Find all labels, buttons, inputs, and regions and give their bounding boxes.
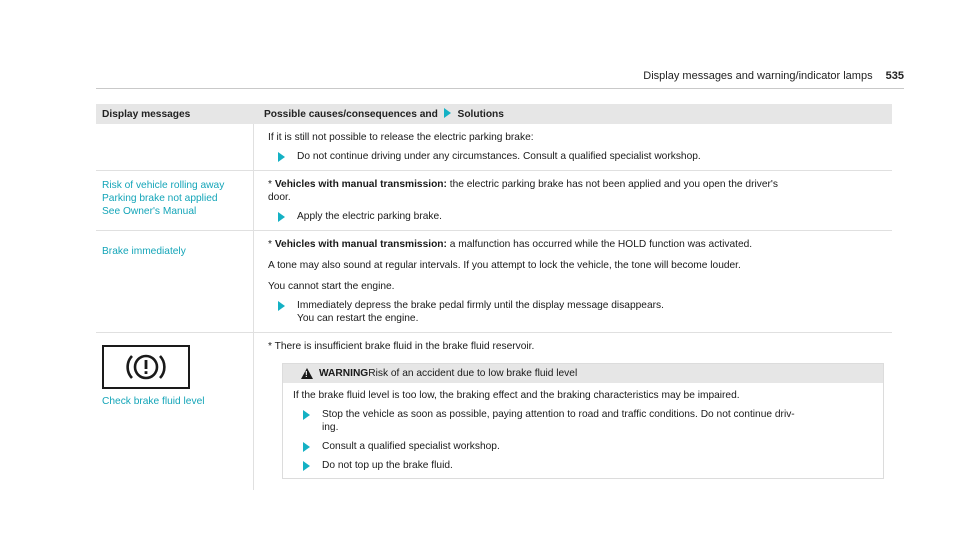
row3-star: * (268, 341, 272, 352)
row2-line3: You cannot start the engine. (268, 281, 395, 292)
row3-step2 (303, 440, 873, 453)
row2-step1-b: You can restart the engine. (297, 313, 419, 324)
row2-msg: Brake immediately (102, 246, 186, 257)
row3-msg: Check brake fluid level (102, 396, 205, 407)
table-row (96, 124, 892, 171)
row0-text: If it is still not possible to release the electric parking brake: (268, 132, 534, 143)
row0-step1: Do not continue driving under any circumstances. Consult a qualified specialist workshop. (297, 151, 701, 162)
table-row (96, 171, 892, 231)
row1-star: * (268, 179, 272, 190)
arrow-icon (278, 301, 285, 311)
row3-step1-body (322, 408, 873, 434)
row3-step1 (303, 408, 873, 434)
row2-step1 (297, 299, 892, 325)
table-row (96, 333, 892, 490)
row3-step1-b: ing. (322, 422, 339, 433)
table-header (96, 104, 892, 124)
row1-cause (268, 178, 892, 204)
arrow-icon (444, 108, 451, 118)
row2-star: * (268, 239, 272, 250)
row3-text: There is insufficient brake fluid in the brake fluid reservoir. (271, 341, 535, 352)
warning-body (283, 383, 883, 478)
row3-step3 (303, 459, 873, 472)
table-row (96, 231, 892, 333)
row1-bold: Vehicles with manual transmission: (274, 179, 447, 190)
row2-bold: Vehicles with manual transmission: (274, 239, 447, 250)
row1-message-cell (96, 171, 254, 230)
row1-step1: Apply the electric parking brake. (297, 211, 442, 222)
col-header-solutions-text: Solutions (457, 108, 504, 120)
row0-message-cell (96, 124, 254, 170)
header-title: Display messages and warning/indicator lamps (643, 70, 873, 82)
brake-warning-icon (102, 345, 190, 389)
warning-box (282, 363, 884, 479)
arrow-icon (303, 442, 310, 452)
row2-line2: A tone may also sound at regular intervals. If you attempt to lock the vehicle, the tone will become louder. (268, 260, 741, 271)
row2-step (278, 299, 892, 325)
row1-causes-cell (254, 171, 892, 230)
row2-message-cell (96, 231, 254, 332)
arrow-icon (278, 152, 285, 162)
row2-step1-a: Immediately depress the brake pedal firmly until the display message disappears. (297, 300, 664, 311)
arrow-icon (303, 461, 310, 471)
warning-text: If the brake fluid level is too low, the braking effect and the braking characteristics may be impaired. (293, 390, 740, 401)
page-header (643, 70, 904, 82)
row1-step (278, 210, 892, 223)
warning-header (283, 364, 883, 383)
row1-text-line2: door. (268, 192, 291, 203)
col-header-causes-text: Possible causes/consequences and (264, 108, 438, 120)
row2-causes-cell (254, 231, 892, 332)
row1-msg-line2: Parking brake not applied (102, 193, 218, 204)
col-header-causes (254, 108, 892, 121)
row3-step1-a: Stop the vehicle as soon as possible, paying attention to road and traffic conditions. Do not continue driv- (322, 409, 795, 420)
warning-title: Risk of an accident due to low brake fluid level (368, 368, 578, 379)
col-header-messages: Display messages (102, 108, 191, 120)
arrow-icon (278, 212, 285, 222)
header-divider (96, 88, 904, 89)
row0-step (278, 150, 892, 163)
row1-text-line1: the electric parking brake has not been applied and you open the driver's (446, 179, 778, 190)
messages-table (96, 104, 892, 490)
warning-triangle-icon (301, 368, 313, 379)
row1-msg-line1: Risk of vehicle rolling away (102, 180, 225, 191)
row2-cause (268, 238, 892, 251)
row3-step2-body: Consult a qualified specialist workshop. (322, 441, 500, 452)
brake-warning-icon-svg (118, 350, 174, 384)
warning-label: WARNING (319, 368, 369, 379)
page-number: 535 (885, 70, 904, 82)
row2-text: a malfunction has occurred while the HOLD function was activated. (446, 239, 753, 250)
row0-causes-cell (254, 124, 892, 170)
arrow-icon (303, 410, 310, 420)
row3-causes-cell (254, 333, 892, 490)
row3-cause (268, 340, 892, 353)
row3-message-cell (96, 333, 254, 490)
row3-step3-body: Do not top up the brake fluid. (322, 460, 453, 471)
row1-msg-line3: See Owner's Manual (102, 206, 197, 217)
